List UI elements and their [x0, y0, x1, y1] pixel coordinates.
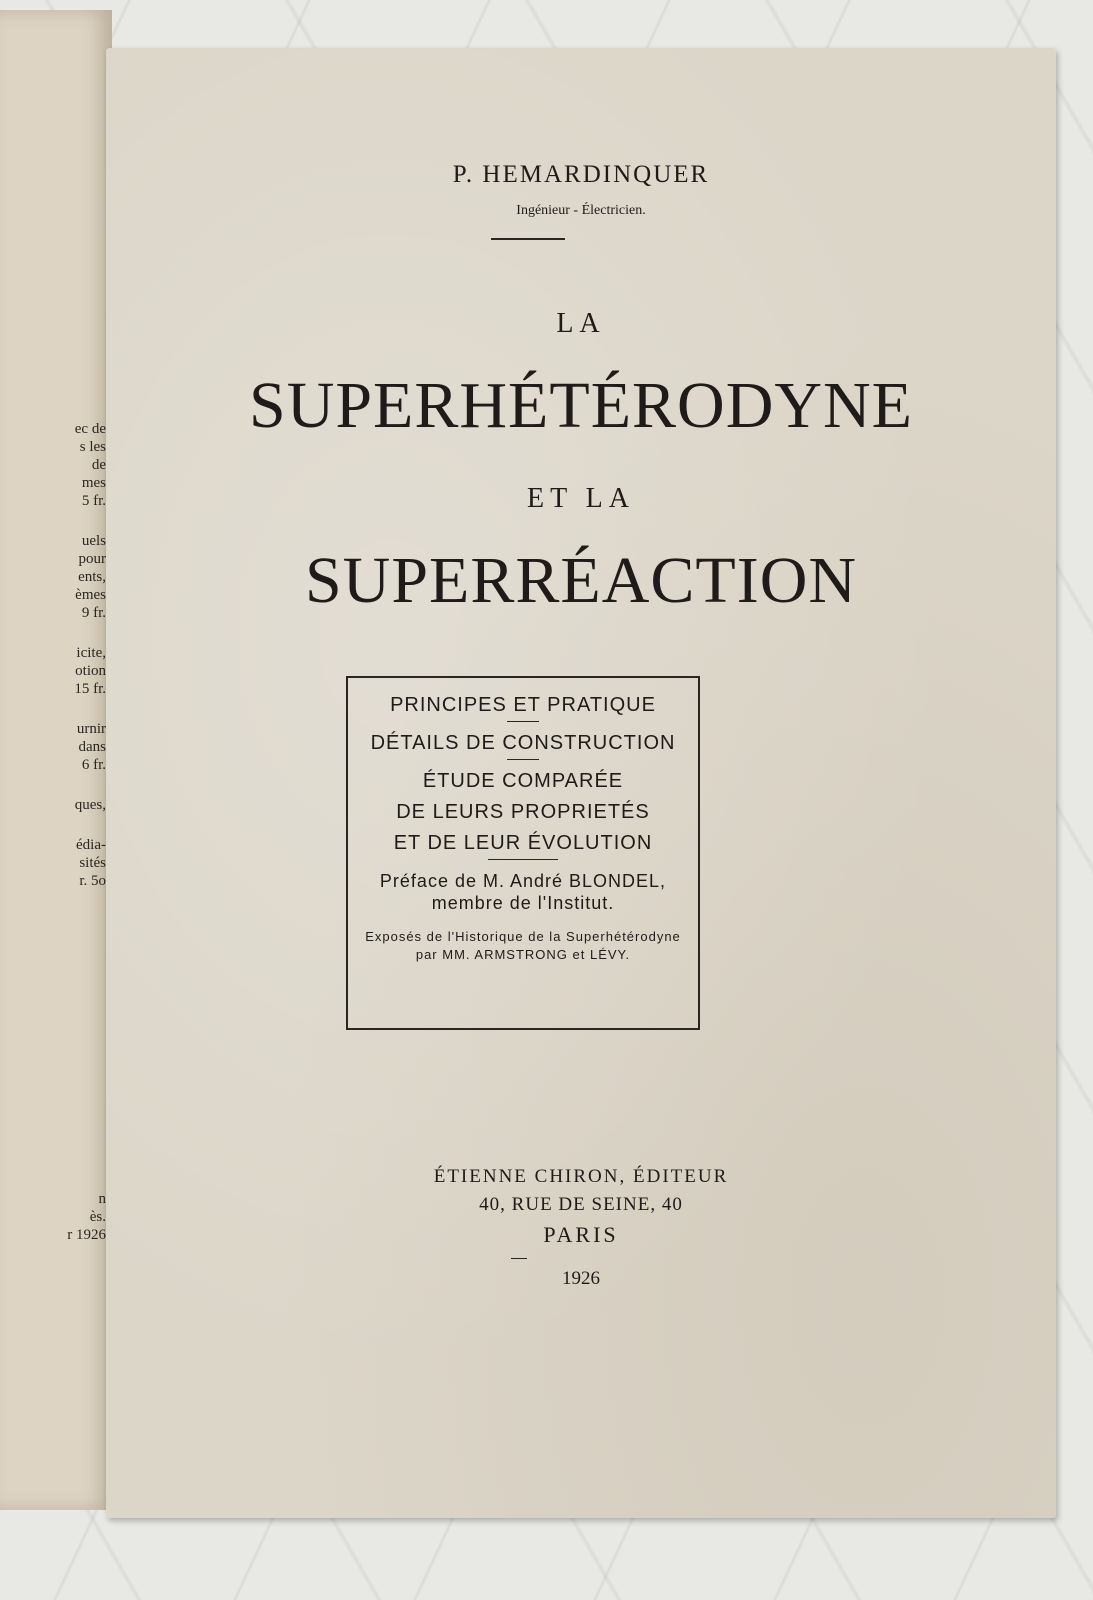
- fragment: ec de: [74, 421, 106, 437]
- fragment: uels: [81, 533, 106, 549]
- fragment: urnir: [76, 721, 106, 737]
- publisher: ÉTIENNE CHIRON, ÉDITEUR: [433, 1166, 729, 1187]
- fragment: 6 fr.: [81, 757, 106, 773]
- fragment: icite,: [76, 645, 106, 661]
- contents-line: ÉTUDE COMPARÉE: [422, 770, 624, 792]
- fragment: r 1926: [67, 1227, 106, 1243]
- publisher-city: PARIS: [543, 1222, 619, 1247]
- title-conjunction: ET LA: [526, 483, 636, 514]
- fragment: otion: [75, 663, 106, 679]
- fragment: dans: [78, 739, 106, 755]
- fragment: ès.: [89, 1209, 106, 1225]
- preface-line: Préface de M. André BLONDEL,: [379, 871, 667, 891]
- fragment: de: [91, 457, 106, 473]
- title-article: LA: [556, 308, 606, 339]
- contents-line: DÉTAILS DE CONSTRUCTION: [370, 732, 676, 754]
- book-title-line1: SUPERHÉTÉRODYNE: [248, 369, 913, 442]
- contents-line: PRINCIPES ET PRATIQUE: [390, 694, 656, 716]
- fragment: ents,: [78, 569, 106, 585]
- title-page: [106, 48, 1056, 1518]
- fragment: èmes: [75, 587, 106, 603]
- book-title-line2: SUPERRÉACTION: [304, 544, 858, 617]
- divider-rule: [507, 759, 539, 760]
- publisher-address: 40, RUE DE SEINE, 40: [479, 1194, 683, 1215]
- fragment: r. 5o: [79, 873, 106, 889]
- publication-year: 1926: [562, 1268, 600, 1289]
- contents-line: ET DE LEUR ÉVOLUTION: [393, 832, 653, 854]
- fragment: édia-: [76, 837, 106, 853]
- author-title: Ingénieur - Électricien.: [516, 203, 646, 218]
- left-page-text-fragments: [6, 420, 106, 1244]
- fragment: sités: [79, 855, 106, 871]
- divider-rule: [507, 721, 539, 722]
- expose-line: par MM. ARMSTRONG et LÉVY.: [415, 947, 631, 962]
- divider-rule: [511, 1258, 527, 1259]
- author-name: P. HEMARDINQUER: [452, 161, 710, 188]
- fragment: 9 fr.: [81, 605, 106, 621]
- expose-line: Exposés de l'Historique de la Superhétérodyne: [365, 929, 681, 944]
- fragment: pour: [78, 551, 106, 567]
- fragment: ques,: [74, 797, 106, 813]
- left-facing-page: [0, 10, 112, 1510]
- divider-rule: [491, 238, 565, 240]
- fragment: n: [98, 1191, 106, 1207]
- fragment: 5 fr.: [81, 493, 106, 509]
- contents-line: DE LEURS PROPRIETÉS: [396, 801, 650, 823]
- fragment: s les: [79, 439, 106, 455]
- preface-line: membre de l'Institut.: [431, 893, 615, 913]
- fragment: 15 fr.: [74, 681, 106, 697]
- fragment: mes: [81, 475, 106, 491]
- contents-box: [346, 676, 700, 1030]
- divider-rule: [488, 859, 558, 860]
